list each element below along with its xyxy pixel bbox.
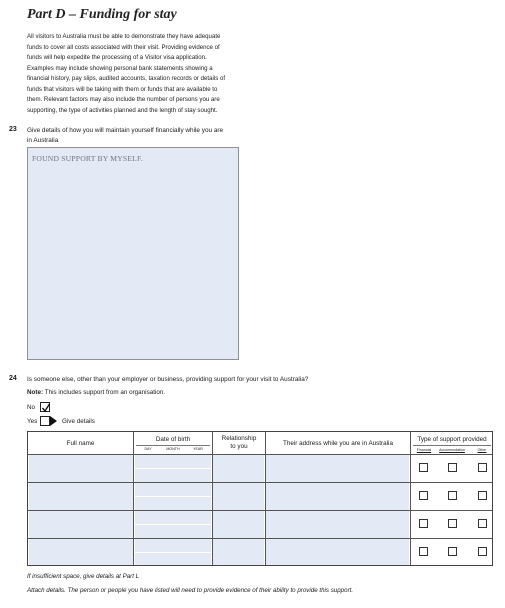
dob-header-rule — [136, 445, 210, 446]
header-date-of-birth: Date of birth — [155, 436, 191, 443]
intro-paragraph — [27, 32, 247, 116]
support-table — [27, 431, 493, 566]
checkmark-icon — [41, 403, 51, 413]
header-address: Their address while you are in Australia — [283, 440, 393, 447]
question-23-number: 23 — [9, 126, 17, 133]
question-23-line: Give details of how you will maintain yourself financially while you are — [27, 127, 224, 134]
header-full-name: Full name — [66, 440, 95, 447]
other-checkbox[interactable] — [478, 491, 487, 500]
question-23-answer-value: FOUND SUPPORT BY MYSELF. — [32, 154, 143, 163]
yes-label: Yes — [27, 418, 38, 425]
question-23-answer-field[interactable] — [27, 147, 239, 360]
header-dob-year: YEAR — [193, 447, 203, 451]
header-dob-month: MONTH — [166, 447, 180, 451]
note-label: Note: — [27, 389, 44, 396]
column-divider — [212, 432, 213, 565]
question-24-note — [27, 389, 165, 396]
support-header-rule — [413, 445, 491, 446]
give-details-label: Give details — [62, 418, 95, 425]
header-support-other: Other — [477, 448, 487, 452]
header-support-type: Type of support provided — [417, 436, 487, 443]
header-support-accommodation: Accommodation — [439, 448, 465, 452]
column-divider — [410, 432, 411, 565]
question-24-text: Is someone else, other than your employer or business, providing support for your visit to Australia? — [27, 376, 309, 383]
header-divider — [28, 454, 492, 455]
intro-line: Examples may include showing personal bank statements showing a — [27, 64, 213, 72]
financial-checkbox[interactable] — [419, 547, 428, 556]
header-relationship-line: to you — [230, 442, 248, 450]
intro-line: financial history, pay slips, audited accounts, taxation records or details of — [27, 75, 226, 82]
no-label: No — [27, 404, 36, 411]
row-divider — [28, 482, 492, 483]
header-relationship-line: Relationship — [221, 435, 257, 442]
note-text: This includes support from an organisation. — [44, 389, 166, 396]
financial-checkbox[interactable] — [419, 519, 428, 528]
header-support-financial: Financial — [416, 448, 432, 452]
footer-insufficient-space: If insufficient space, give details at Part L — [27, 573, 140, 580]
other-checkbox[interactable] — [478, 547, 487, 556]
no-checkbox[interactable] — [40, 402, 50, 412]
row-divider — [28, 538, 492, 539]
accommodation-checkbox[interactable] — [448, 463, 457, 472]
dob-sub-divider — [135, 496, 211, 497]
part-heading: Part D – Funding for stay — [27, 7, 177, 22]
intro-line: funds to cover all costs associated with their visit. Providing evidence of — [27, 43, 220, 51]
intro-line: funds that visitors will be taking with them or funds that are available to — [27, 85, 218, 93]
financial-checkbox[interactable] — [419, 491, 428, 500]
financial-checkbox[interactable] — [419, 463, 428, 472]
header-dob-day: DAY — [144, 447, 152, 451]
column-divider — [265, 432, 266, 565]
dob-sub-divider — [135, 468, 211, 469]
accommodation-checkbox[interactable] — [448, 519, 457, 528]
other-checkbox[interactable] — [478, 519, 487, 528]
intro-line: them. Relevant factors may also include the number of persons you are — [27, 96, 220, 103]
column-divider — [133, 432, 134, 565]
question-23-text — [27, 126, 257, 146]
intro-line: supporting, the type of activities planned and the length of stay sought. — [27, 106, 218, 114]
yes-checkbox[interactable] — [40, 416, 50, 426]
intro-line: funds will help expedite the processing of a Visitor visa application. — [27, 54, 207, 61]
accommodation-checkbox[interactable] — [448, 547, 457, 556]
header-relationship — [213, 435, 265, 450]
footer-attach-details: Attach details. The person or people you have listed will need to provide evidence of their ability to provide this support. — [27, 587, 354, 594]
intro-line: All visitors to Australia must be able to demonstrate they have adequate — [27, 33, 221, 40]
question-24-number: 24 — [9, 375, 17, 382]
other-checkbox[interactable] — [478, 463, 487, 472]
question-23-line: in Australia — [27, 137, 59, 144]
dob-sub-divider — [135, 552, 211, 553]
dob-sub-divider — [135, 524, 211, 525]
row-divider — [28, 510, 492, 511]
accommodation-checkbox[interactable] — [448, 491, 457, 500]
arrow-right-icon — [50, 416, 57, 426]
